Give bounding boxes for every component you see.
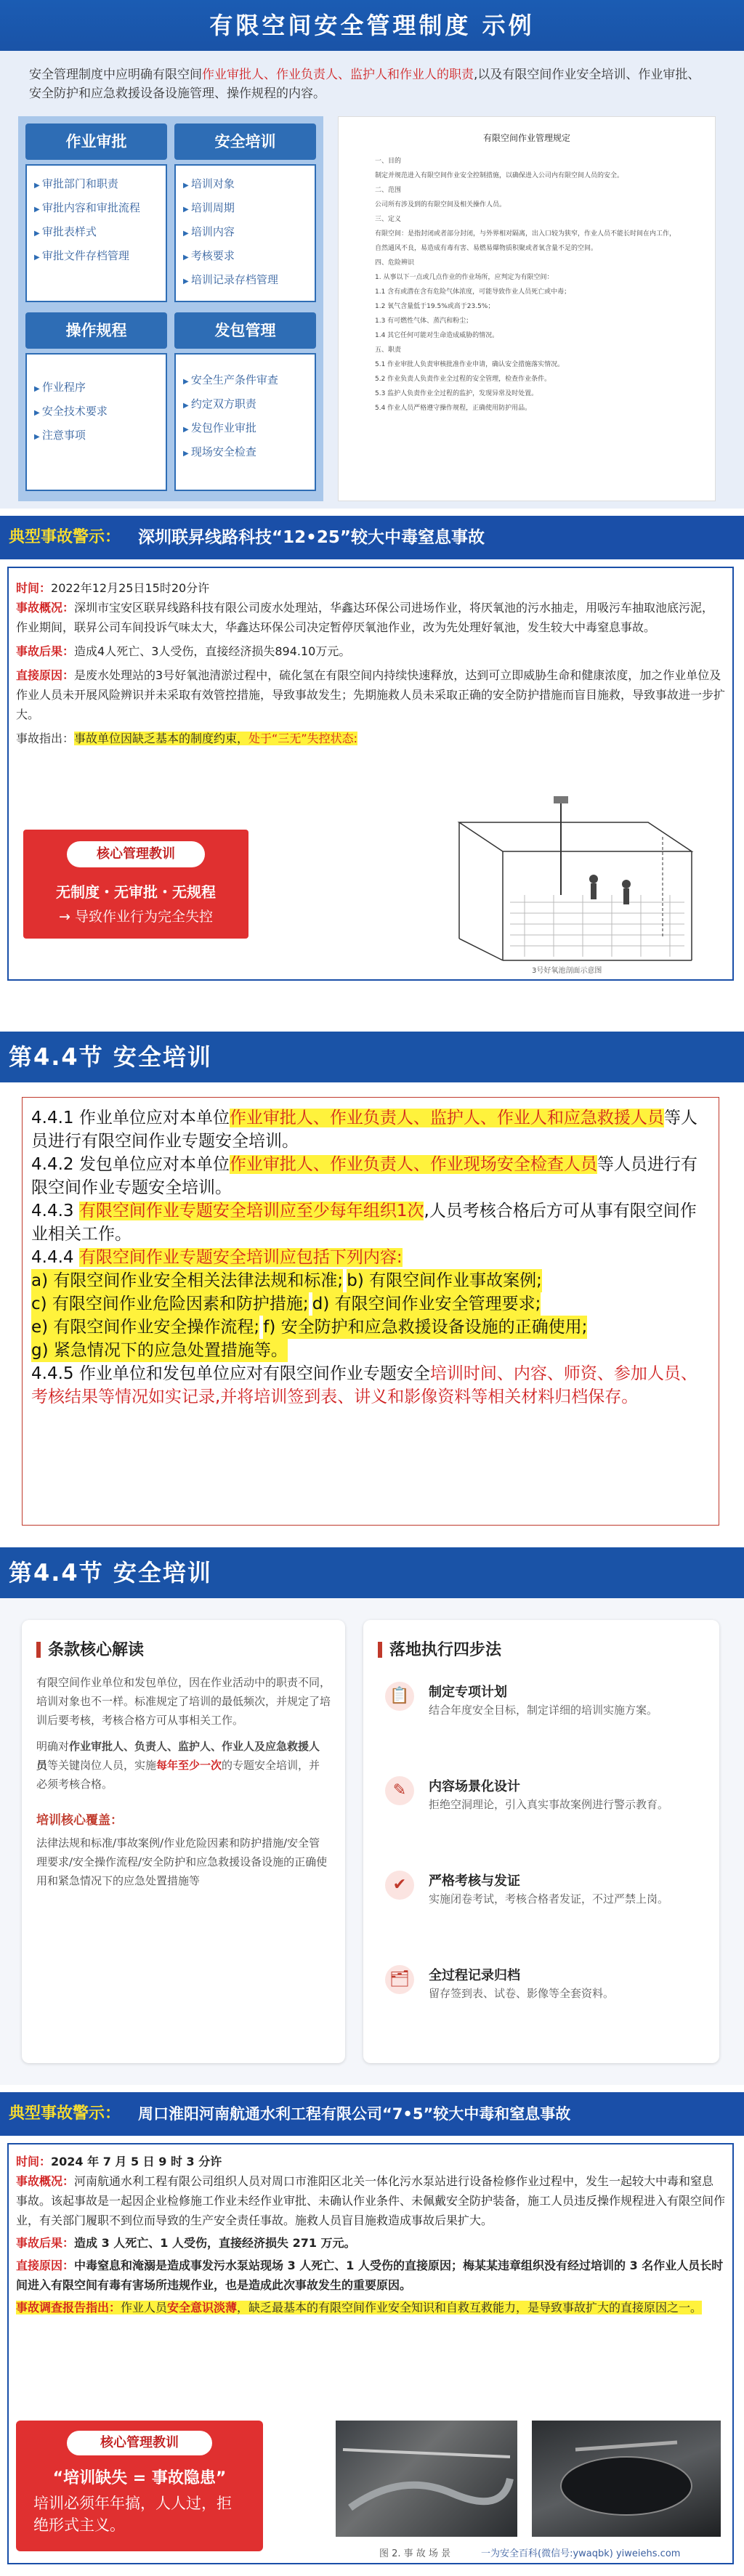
scene-photo-1 xyxy=(336,2421,517,2537)
group-items xyxy=(174,164,316,302)
group-title: 操作规程 xyxy=(25,312,167,349)
doc-line: 有限空间：是指封闭或者部分封闭，与外界相对隔离，出入口较为狭窄，作业人员不能长时间在内工作，自然通风不良，易造成有毒有害、易燃易爆物质积聚或者氧含量不足的空间。 xyxy=(375,230,676,252)
group-item: ▶ 约定双方职责 xyxy=(183,393,307,417)
text: 4.4.2 发包单位应对本单位 xyxy=(31,1155,230,1174)
label: 事故调查报告指出： xyxy=(16,2301,121,2314)
group-item: ▶ 安全生产条件审查 xyxy=(183,369,307,393)
intro-a: 安全管理制度中应明确有限空间 xyxy=(29,68,202,82)
case-band-key: 典型事故警示： xyxy=(9,2105,121,2123)
highlight: 有限空间作业专题安全培训应包括下列内容: xyxy=(78,1248,403,1267)
lesson-line-1: “培训缺失 = 事故隐患” xyxy=(52,2469,227,2487)
value: 中毒窒息和淹溺是造成事发污水泵站现场 3 人死亡、1 人受伤的直接原因；梅某某违章组织没有经过培训的 3 名作业人员长时间进入有限空间有毒有害场所违规作业，也是造成此次事故发生的重要原因。 xyxy=(16,2259,724,2292)
clause-4-4-2 xyxy=(31,1153,710,1199)
group-item: ▶ 安全技术要求 xyxy=(34,400,158,424)
clause-item: a) 有限空间作业安全相关法律法规和标准; xyxy=(31,1269,343,1292)
interpretation-p1: 有限空间作业单位和发包单位，因在作业活动中的职责不同，培训对象也不一样。标准规定了培训的最低频次，并规定了培训后要考核，考核合格方可从事相关工作。 xyxy=(36,1676,331,1727)
group-training xyxy=(174,123,316,302)
value: 2024 年 7 月 5 日 9 时 3 分许 xyxy=(51,2155,222,2168)
highlight: 作业审批人、作业负责人、监护人、作业人和应急救援人员 xyxy=(229,1109,664,1127)
intro-text xyxy=(29,65,712,103)
case-report xyxy=(16,2298,725,2317)
step-desc: 拒绝空洞理论，引入真实事故案例进行警示教育。 xyxy=(429,1798,669,1811)
pencil-icon: ✎ xyxy=(385,1776,414,1805)
group-items xyxy=(25,353,167,491)
clause-item: b) 有限空间作业事故案例; xyxy=(347,1269,542,1292)
text: 作业人员 xyxy=(121,2301,168,2314)
highlight-red: 培训时间、内容、师资、参加人员、考核结果等情况如实记录,并将培训签到表、讲义和影像资料等相关材料归档保存。 xyxy=(31,1364,698,1406)
group-title: 作业审批 xyxy=(25,123,167,160)
page-title: 有限空间安全管理制度 示例 xyxy=(209,12,535,39)
group-title: 安全培训 xyxy=(174,123,316,160)
group-item: ▶ 现场安全检查 xyxy=(183,441,307,465)
text: 4.4.1 作业单位应对本单位 xyxy=(31,1109,230,1127)
step-title: 内容场景化设计 xyxy=(429,1779,520,1794)
case-overview xyxy=(16,2171,725,2230)
group-items xyxy=(25,164,167,302)
text: 明确对 xyxy=(36,1740,70,1753)
label: 事故概况： xyxy=(16,601,75,615)
folder-icon: 🗂 xyxy=(385,1965,414,1994)
value: 是废水处理站的3号好氧池清淤过程中，硫化氢在有限空间内持续快速释放，达到可立即威胁生命和健康浓度，加之作业单位及作业人员未开展风险辨识并未采取有效管控措施，导致事故发生；先期施救人员未采取正确的安全防护措施而盲目施救，导致事故进一步扩大。 xyxy=(16,668,726,721)
highlight: 安全意识淡薄 xyxy=(167,2301,238,2314)
highlight: 作业审批人、作业负责人、作业现场安全检查人员 xyxy=(229,1155,597,1174)
doc-line: 一、目的 xyxy=(375,158,402,165)
lesson-box xyxy=(23,830,248,939)
label: 事故后果： xyxy=(16,644,75,658)
intro-b: ,以及有限空间作业安全培训、作业审批、安全防护和应急救援设备设施管理、操作规程的内容。 xyxy=(29,68,700,101)
group-item: ▶ 培训周期 xyxy=(183,197,307,221)
case-time xyxy=(16,578,725,598)
label: 事故后果： xyxy=(16,2236,75,2250)
interpretation-p2 xyxy=(36,1737,331,1794)
section-training-interpretation xyxy=(0,1547,744,2085)
interpretation-card xyxy=(22,1620,345,2063)
clause-4-4-1 xyxy=(31,1106,710,1153)
clause-4-4-4 xyxy=(31,1246,710,1269)
lesson-title: 核心管理教训 xyxy=(67,841,205,867)
doc-line: 5.2 作业负责人负责作业全过程的安全管理，检查作业条件。 xyxy=(375,376,551,383)
doc-line: 1.4 其它任何可能对生命造成威胁的情况。 xyxy=(375,332,499,339)
case-cause xyxy=(16,665,725,724)
pipe-icon xyxy=(336,2421,517,2537)
coverage-title: 培训核心覆盖： xyxy=(36,1813,123,1828)
value: 2022年12月25日15时20分许 xyxy=(51,581,210,595)
text: 4.4.5 作业单位和发包单位应对有限空间作业专题安全 xyxy=(31,1364,430,1383)
group-item: ▶ 培训记录存档管理 xyxy=(183,269,307,293)
text: 的专题安全培训，并必须考核合格。 xyxy=(36,1759,320,1791)
intro-highlight: 作业审批人、作业负责人、监护人和作业人的职责 xyxy=(202,68,474,82)
doc-line: 1. 从事以下一点或几点作业的作业场所，应判定为有限空间： xyxy=(375,274,554,281)
group-item: ▶ 培训内容 xyxy=(183,221,307,245)
group-contracting xyxy=(174,312,316,491)
step-desc: 结合年度安全目标，制定详细的培训实施方案。 xyxy=(429,1704,658,1717)
case-frame xyxy=(7,567,734,981)
photo-caption: 图 2. 事 故 场 景 xyxy=(379,2548,451,2559)
step-desc: 实施闭卷考试，考核合格者发证，不过严禁上岗。 xyxy=(429,1892,669,1905)
case-frame xyxy=(7,2143,734,2564)
doc-line: 四、危险辨识 xyxy=(375,259,415,267)
text: ,人员考核合格后方可从事有限空间作业相关工作。 xyxy=(31,1202,697,1244)
coverage-text: 法律法规和标准/事故案例/作业危险因素和防护措施/安全管理要求/安全操作流程/安全防护和应急救援设备设施的正确使用和紧急情况下的应急处置措施等 xyxy=(36,1836,328,1887)
group-item: ▶ 发包作业审批 xyxy=(183,417,307,441)
case-result xyxy=(16,641,725,661)
doc-title: 有限空间作业管理规定 xyxy=(482,133,570,143)
step-title: 制定专项计划 xyxy=(429,1685,507,1700)
clause-item: e) 有限空间作业安全操作流程; xyxy=(31,1316,259,1339)
section-bar-title: 第4.4节 安全培训 xyxy=(9,1559,212,1587)
doc-line: 1.3 有可燃性气体、蒸汽和粉尘； xyxy=(375,317,473,325)
label: 事故概况： xyxy=(16,2174,75,2188)
section-bar xyxy=(0,1547,744,1598)
step-title: 严格考核与发证 xyxy=(429,1874,520,1889)
label: 直接原因： xyxy=(16,668,75,682)
section-management-system xyxy=(0,0,744,509)
label: 直接原因： xyxy=(16,2259,75,2272)
value: 造成4人死亡、3人受伤，直接经济损失894.10万元。 xyxy=(74,644,351,658)
pool-section-diagram xyxy=(416,793,721,975)
text: 4.4.4 xyxy=(31,1248,79,1267)
text-red: 每年至少一次 xyxy=(156,1759,222,1772)
doc-line: 5.1 作业审批人负责审核批准作业申请，确认安全措施落实情况。 xyxy=(375,361,565,368)
section-training-clauses xyxy=(0,1032,744,1540)
label: 事故指出： xyxy=(16,732,75,745)
scene-photo-2 xyxy=(532,2421,721,2537)
case-band-key: 典型事故警示： xyxy=(9,528,121,546)
card-title: 落地执行四步法 xyxy=(378,1637,705,1660)
section-bar xyxy=(0,1032,744,1082)
group-item: ▶ 审批文件存档管理 xyxy=(34,245,158,269)
section-case-zhoukou xyxy=(0,2092,744,2576)
clause-item: c) 有限空间作业危险因素和防护措施; xyxy=(31,1292,309,1316)
group-items xyxy=(174,353,316,491)
doc-line: 5.4 作业人员严格遵守操作规程，正确使用防护用品。 xyxy=(375,405,532,412)
group-title: 发包管理 xyxy=(174,312,316,349)
clause-box xyxy=(22,1097,719,1526)
group-procedure xyxy=(25,312,167,491)
highlight: 事故单位因缺乏基本的制度约束， xyxy=(74,732,249,745)
doc-line: 五、职责 xyxy=(375,347,402,354)
group-item: ▶ 审批部门和职责 xyxy=(34,173,158,197)
case-overview xyxy=(16,598,725,637)
clipboard-icon: 📋 xyxy=(385,1682,414,1711)
text: ，缺乏最基本的有限空间作业安全知识和自救互救能力，是导致事故扩大的直接原因之一。 xyxy=(237,2301,703,2314)
group-item: ▶ 注意事项 xyxy=(34,424,158,448)
clause-item: f) 安全防护和应急救援设备设施的正确使用; xyxy=(263,1316,587,1339)
text: 等关键岗位人员，实施 xyxy=(47,1759,157,1772)
label: 时间： xyxy=(16,581,52,595)
clause-item: g) 紧急情况下的应急处置措施等。 xyxy=(31,1339,288,1362)
lesson-line-2: 培训必须年年搞，人人过，拒绝形式主义。 xyxy=(33,2495,232,2534)
text: 等人员进行有限空间作业专题安全培训。 xyxy=(31,1155,698,1197)
text: 等人员进行有限空间作业专题安全培训。 xyxy=(31,1109,698,1151)
section-case-shenzhen xyxy=(0,516,744,988)
doc-line: 公司所有涉及到的有限空间及相关操作人员。 xyxy=(375,201,506,208)
value: 造成 3 人死亡、1 人受伤，直接经济损失 271 万元。 xyxy=(74,2236,356,2250)
doc-line: 5.3 监护人负责作业全过程的监护，发现异常及时处置。 xyxy=(375,390,538,397)
group-item: ▶ 作业程序 xyxy=(34,376,158,400)
card-title: 条款核心解读 xyxy=(36,1637,331,1660)
doc-line: 三、定义 xyxy=(375,216,402,223)
text-bold: 作业审批人、负责人、监护人、作业人及应急救援人员 xyxy=(36,1740,320,1772)
case-time xyxy=(16,2152,725,2171)
highlight-red: 处于“三无”失控状态: xyxy=(248,732,358,745)
lesson-title: 核心管理教训 xyxy=(67,2431,212,2455)
steps-card xyxy=(363,1620,719,2063)
diagram-caption: 3号好氧池剖面示意图 xyxy=(532,967,602,975)
lesson-line-2: → 导致作业行为完全失控 xyxy=(59,909,213,925)
case-point xyxy=(16,729,725,748)
label: 时间： xyxy=(16,2155,52,2168)
doc-line: 1.2 氧气含量低于19.5%或高于23.5%； xyxy=(375,303,495,310)
group-item: ▶ 审批表样式 xyxy=(34,221,158,245)
system-groups xyxy=(18,116,323,501)
clause-item: d) 有限空间作业安全管理要求; xyxy=(312,1292,541,1316)
section-bar-title: 第4.4节 安全培训 xyxy=(9,1043,212,1071)
clause-4-4-3 xyxy=(31,1199,710,1246)
group-item: ▶ 考核要求 xyxy=(183,245,307,269)
case-result xyxy=(16,2233,725,2253)
group-item: ▶ 培训对象 xyxy=(183,173,307,197)
value: 深圳市宝安区联昇线路科技有限公司废水处理站，华鑫达环保公司进场作业，将厌氧池的污水抽走，用吸污车抽取池底污泥，作业期间，联昇公司车间投诉气味太大，华鑫达环保公司决定暂停厌氧池作业，改为先处理好氧池，发生较大中毒窒息事故。 xyxy=(16,601,714,634)
title-bar xyxy=(0,0,744,51)
case-band xyxy=(0,516,744,559)
case-cause xyxy=(16,2256,725,2295)
lesson-box xyxy=(16,2421,263,2551)
text: 4.4.3 xyxy=(31,1202,79,1220)
case-band xyxy=(0,2092,744,2136)
doc-line: 二、范围 xyxy=(375,187,402,194)
step-desc: 留存签到表、试卷、影像等全套资料。 xyxy=(429,1987,615,2000)
lesson-line-1: 无制度・无审批・无规程 xyxy=(56,883,216,901)
group-item: ▶ 审批内容和审批流程 xyxy=(34,197,158,221)
highlight: 有限空间作业专题安全培训应至少每年组织1次 xyxy=(78,1202,424,1220)
clause-4-4-5 xyxy=(31,1362,710,1409)
pit-icon xyxy=(532,2421,721,2537)
value: 河南航通水利工程有限公司组织人员对周口市淮阳区北关一体化污水泵站进行设备检修作业过程中，发生一起较大中毒和窒息事故。该起事故是一起因企业检修施工作业未经作业审批、未确认作业条件、未佩戴安全防护装备，施工人员违反操作规程进入有限空间作业，有关部门履职不到位而导致的生产安全责任事故。施救人员盲目施救造成事故后果扩大。 xyxy=(16,2174,726,2227)
check-icon: ✔ xyxy=(385,1871,414,1900)
doc-line: 制定并规范进入有限空间作业安全控制措施，以确保进入公司内有限空间人员的安全。 xyxy=(375,172,624,179)
case-band-title: 深圳联昇线路科技“12•25”较大中毒窒息事故 xyxy=(138,528,485,547)
regulation-document-image xyxy=(338,116,716,501)
footer-source: 一为安全百科(微信号:ywaqbk) yiweiehs.com xyxy=(481,2548,681,2559)
group-approval xyxy=(25,123,167,302)
step-title: 全过程记录归档 xyxy=(429,1968,520,1983)
case-band-title: 周口淮阳河南航通水利工程有限公司“7•5”较大中毒和窒息事故 xyxy=(138,2105,571,2123)
doc-line: 1.1 含有或潜在含有危险气体浓度，可能导致作业人员死亡或中毒； xyxy=(375,288,571,296)
